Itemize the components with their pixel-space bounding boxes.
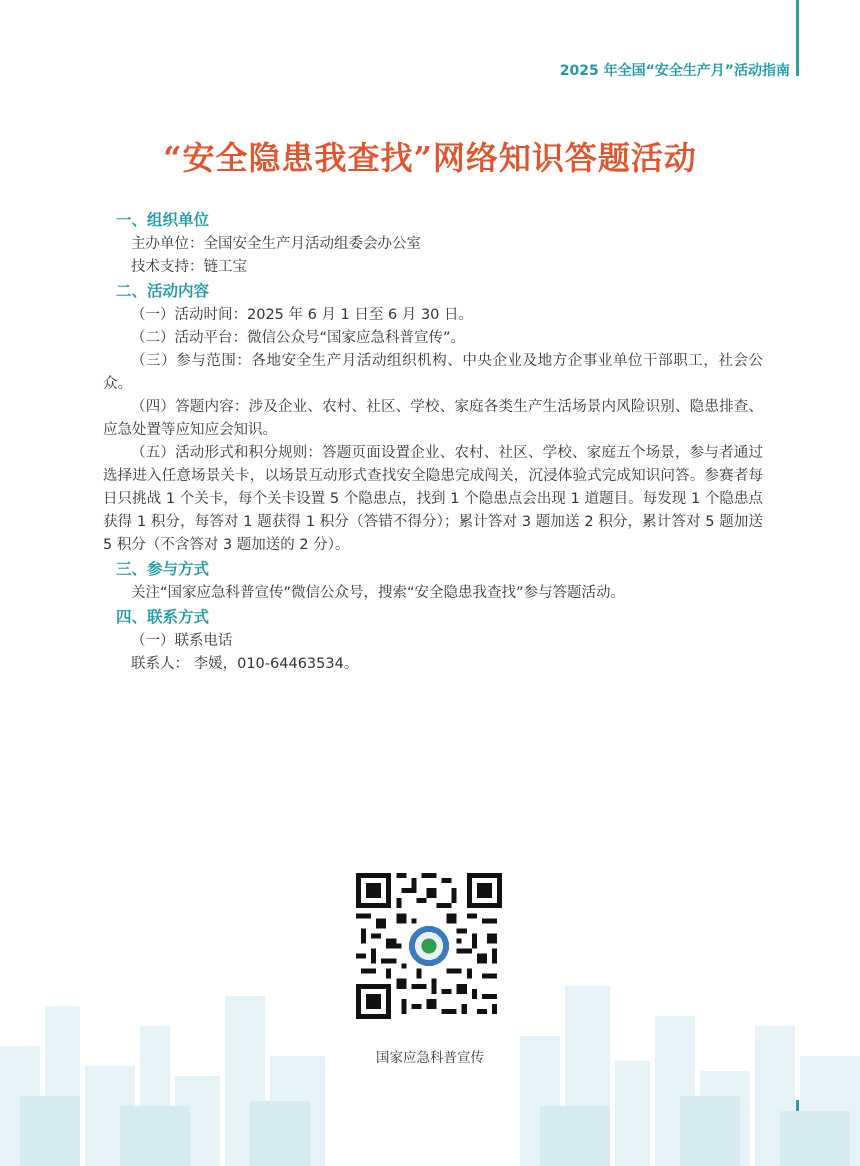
side-rule-top [796, 0, 799, 76]
content-topics: （四）答题内容：涉及企业、农村、社区、学校、家庭各类生产生活场景内风险识别、隐患排查、应急处置等应知应会知识。 [103, 399, 763, 438]
participate-text: 关注“国家应急科普宣传”微信公众号，搜索“安全隐患我查找”参与答题活动。 [131, 585, 626, 601]
section-heading-contact: 四、联系方式 [116, 608, 210, 626]
qr-code-icon[interactable] [356, 873, 502, 1019]
content-scope: （三）参与范围：各地安全生产月活动组织机构、中央企业及地方企事业单位干部职工，社会公众。 [103, 353, 763, 392]
content-platform: （二）活动平台：微信公众号“国家应急科普宣传”。 [131, 330, 466, 346]
contact-person: 联系人： 李媛，010-64463534。 [131, 656, 359, 672]
page-title: “安全隐患我查找”网络知识答题活动 [163, 139, 697, 177]
content-rules: （五）活动形式和积分规则：答题页面设置企业、农村、社区、学校、家庭五个场景，参与者通过选择进入任意场景关卡，以场景互动形式查找安全隐患完成闯关，沉浸体验式完成知识问答。参赛者每日只挑战 1 个关卡，每个关卡设置 5 个隐患点，找到 1 个隐患点会出现 1 道题目。每发现 1 个隐患点获得 1 积分，每答对 1 题获得 1 积分（答错不得分）；累计答对 3 题加送 2 积分，累计答对 5 题加送 5 积分（不含答对 3 题加送的 2 分）。 [103, 445, 763, 553]
section-heading-organizer: 一、组织单位 [116, 211, 210, 229]
guide-title: 2025 年全国“安全生产月”活动指南 [559, 63, 790, 79]
contact-phone-subheading: （一）联系电话 [131, 633, 233, 649]
document-body [103, 208, 763, 676]
organizer-tech-support: 技术支持：链工宝 [131, 259, 247, 275]
organizer-host: 主办单位：全国安全生产月活动组委会办公室 [131, 236, 421, 252]
content-time: （一）活动时间：2025 年 6 月 1 日至 6 月 30 日。 [131, 307, 474, 323]
section-heading-participate: 三、参与方式 [116, 560, 210, 578]
qr-caption: 国家应急科普宣传 [376, 1050, 484, 1066]
section-heading-content: 二、活动内容 [116, 282, 210, 300]
